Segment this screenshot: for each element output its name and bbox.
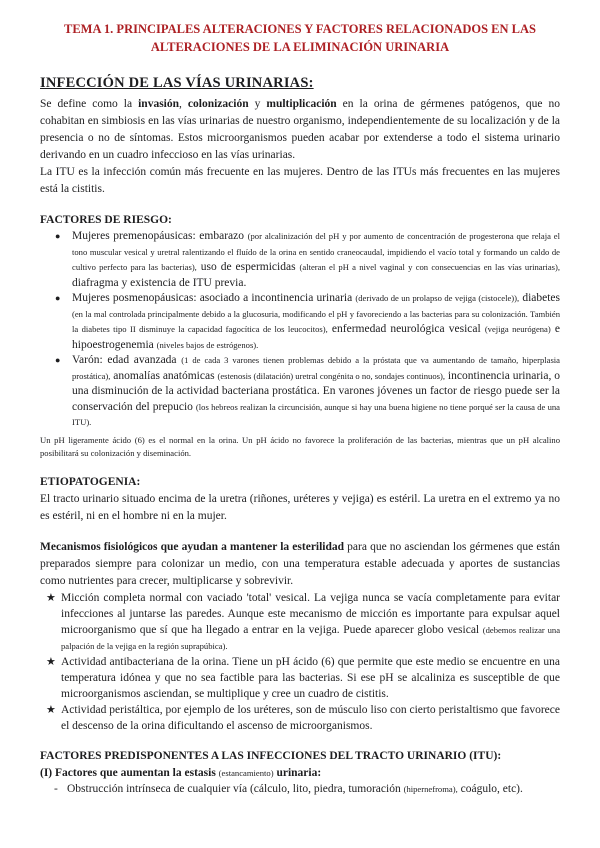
list-item [40,702,560,734]
paragraph-etiopatogenia: El tracto urinario situado encima de la uretra (riñones, uréteres y vejiga) es estéril. La uretra en el extremo ya no es estéril, ni en el hombre ni en la mujer. [40,492,560,522]
doc-title-line2: ALTERACIONES DE LA ELIMINACIÓN URINARIA [150,40,450,54]
bullet-dot-icon: ● [55,231,61,241]
doc-title-line1: TEMA 1. PRINCIPALES ALTERACIONES Y FACTORES RELACIONADOS EN LAS [64,22,536,36]
paragraph-infeccion-1: Se define como la invasión, colonización y multiplicación en la orina de gérmenes patógenos, que no cohabitan en simbiosis en las vías urinarias de nuestro organismo, independientemente de su localización y de la presencia o no de síntomas. Estos microorganismos pueden acabar por extenderse a todo el sistema urinario derivando en un cuadro infeccioso en las vías urinarias. [40,98,561,161]
subheading-estasis: (I) Factores que aumentan la estasis (estancamiento) urinaria: [40,766,322,779]
section-heading-etiopatogenia: ETIOPATOGENIA: [40,475,141,488]
list-item-text: Micción completa normal con vaciado 'total' vesical. La vejiga nunca se vacía completamente para evitar infecciones al juntarse las paredes. Aunque este mecanismo de micción es importante para expulsar aquel microorganismo que sí que ha llegado a entrar en la vejiga. Puede aparecer globo vesical (debemos realizar una palpación de la vejiga en la región suprapúbica). [61,591,561,651]
bullet-dot-icon: ● [55,355,61,365]
list-item-text: Varón: edad avanzada (1 de cada 3 varones tienen problemas debido a la próstata que va aumentando de tamaño, hiperplasia prostática), anomalías anatómicas (estenosis (dilatación) uretral congénita o no, sondajes continuos), incontinencia urinaria, o una disminución de la actividad bacteriana prostática. En varones jóvenes un factor de riesgo puede ser la conservación del prepucio (los hebreos realizan la circuncisión, aunque si hay una buena higiene no tiene porqué ser la causa de una ITU). [72,354,560,427]
bullet-star-icon: ★ [46,703,56,716]
list-item [40,654,560,702]
list-item [40,590,560,654]
list-item [40,291,560,353]
predisposing-list [40,782,560,798]
ph-note: Un pH ligeramente ácido (6) es el normal en la orina. Un pH ácido no favorece la proliferación de las bacterias, mientras que un pH alcalino posibilitará su colonización y diseminación. [40,434,560,458]
list-item-text: Actividad peristáltica, por ejemplo de los uréteres, son de músculo liso con cierto peristaltismo que favorece el descenso de la orina dificultando el ascenso de microorganismos. [61,703,560,732]
section-heading-infeccion: INFECCIÓN DE LAS VÍAS URINARIAS: [40,75,314,91]
mechanisms-list [40,590,560,734]
list-item-text: Mujeres premenopáusicas: embarazo (por alcalinización del pH y por aumento de concentración de progesterona que relaja el tono muscular vesical y uretral ralentizando el fluído de la orina en sentido craneocaudal, impidiendo el vacío total y formando un caldo de cultivo perfecto para las bacterias), uso de espermicidas (alteran el pH a nivel vaginal y con consecuencias en las vías urinarias), diafragma y existencia de ITU previa. [72,230,561,289]
paragraph-infeccion-2: La ITU es la infección común más frecuente en las mujeres. Dentro de las ITUs más frecuentes en las mujeres está la cistitis. [40,166,560,195]
bullet-star-icon: ★ [46,591,56,604]
bullet-dash-icon: - [54,782,58,795]
bullet-star-icon: ★ [46,655,56,668]
bullet-dot-icon: ● [55,293,61,303]
list-item-text: Mujeres posmenopáusicas: asociado a incontinencia urinaria (derivado de un prolapso de vejiga (cistocele)), diabetes (en la mal controlada principalmente debido a la glucosuria, modificando el pH y favoreciendo a las bacterias para su colonización. También la diabetes tipo II disminuye la capacidad fagocítica de los leucocitos), enfermedad neurológica vesical (vejiga neurógena) e hipoestrogenemia (niveles bajos de estrógenos). [72,292,560,351]
list-item-text: Actividad antibacteriana de la orina. Tiene un pH ácido (6) que permite que este medio se encuentre en una temperatura idónea y que no sea factible para las bacterias. Si ese pH se alcaliniza es susceptible de que microorganismos asciendan, se multiplique y cree un cuadro de cistitis. [61,655,560,700]
paragraph-mecanismos-lead: Mecanismos fisiológicos que ayudan a mantener la esterilidad para que no asciendan los gérmenes que están preparados siempre para colonizar un medio, con una temperatura estable adecuada y aportes de sustancias como nutrientes para crecer, multiplicarse y sobrevivir. [40,540,560,587]
risk-factor-list [40,229,560,431]
section-heading-predisponentes: FACTORES PREDISPONENTES A LAS INFECCIONES DEL TRACTO URINARIO (ITU): [40,749,502,762]
doc-title [40,20,560,56]
list-item-text: Obstrucción intrínseca de cualquier vía (cálculo, lito, piedra, tumoración (hipernefroma), coágulo, etc). [67,782,523,795]
list-item [40,229,560,291]
list-item [40,353,560,431]
list-item [40,782,560,798]
section-heading-riesgo: FACTORES DE RIESGO: [40,214,172,226]
